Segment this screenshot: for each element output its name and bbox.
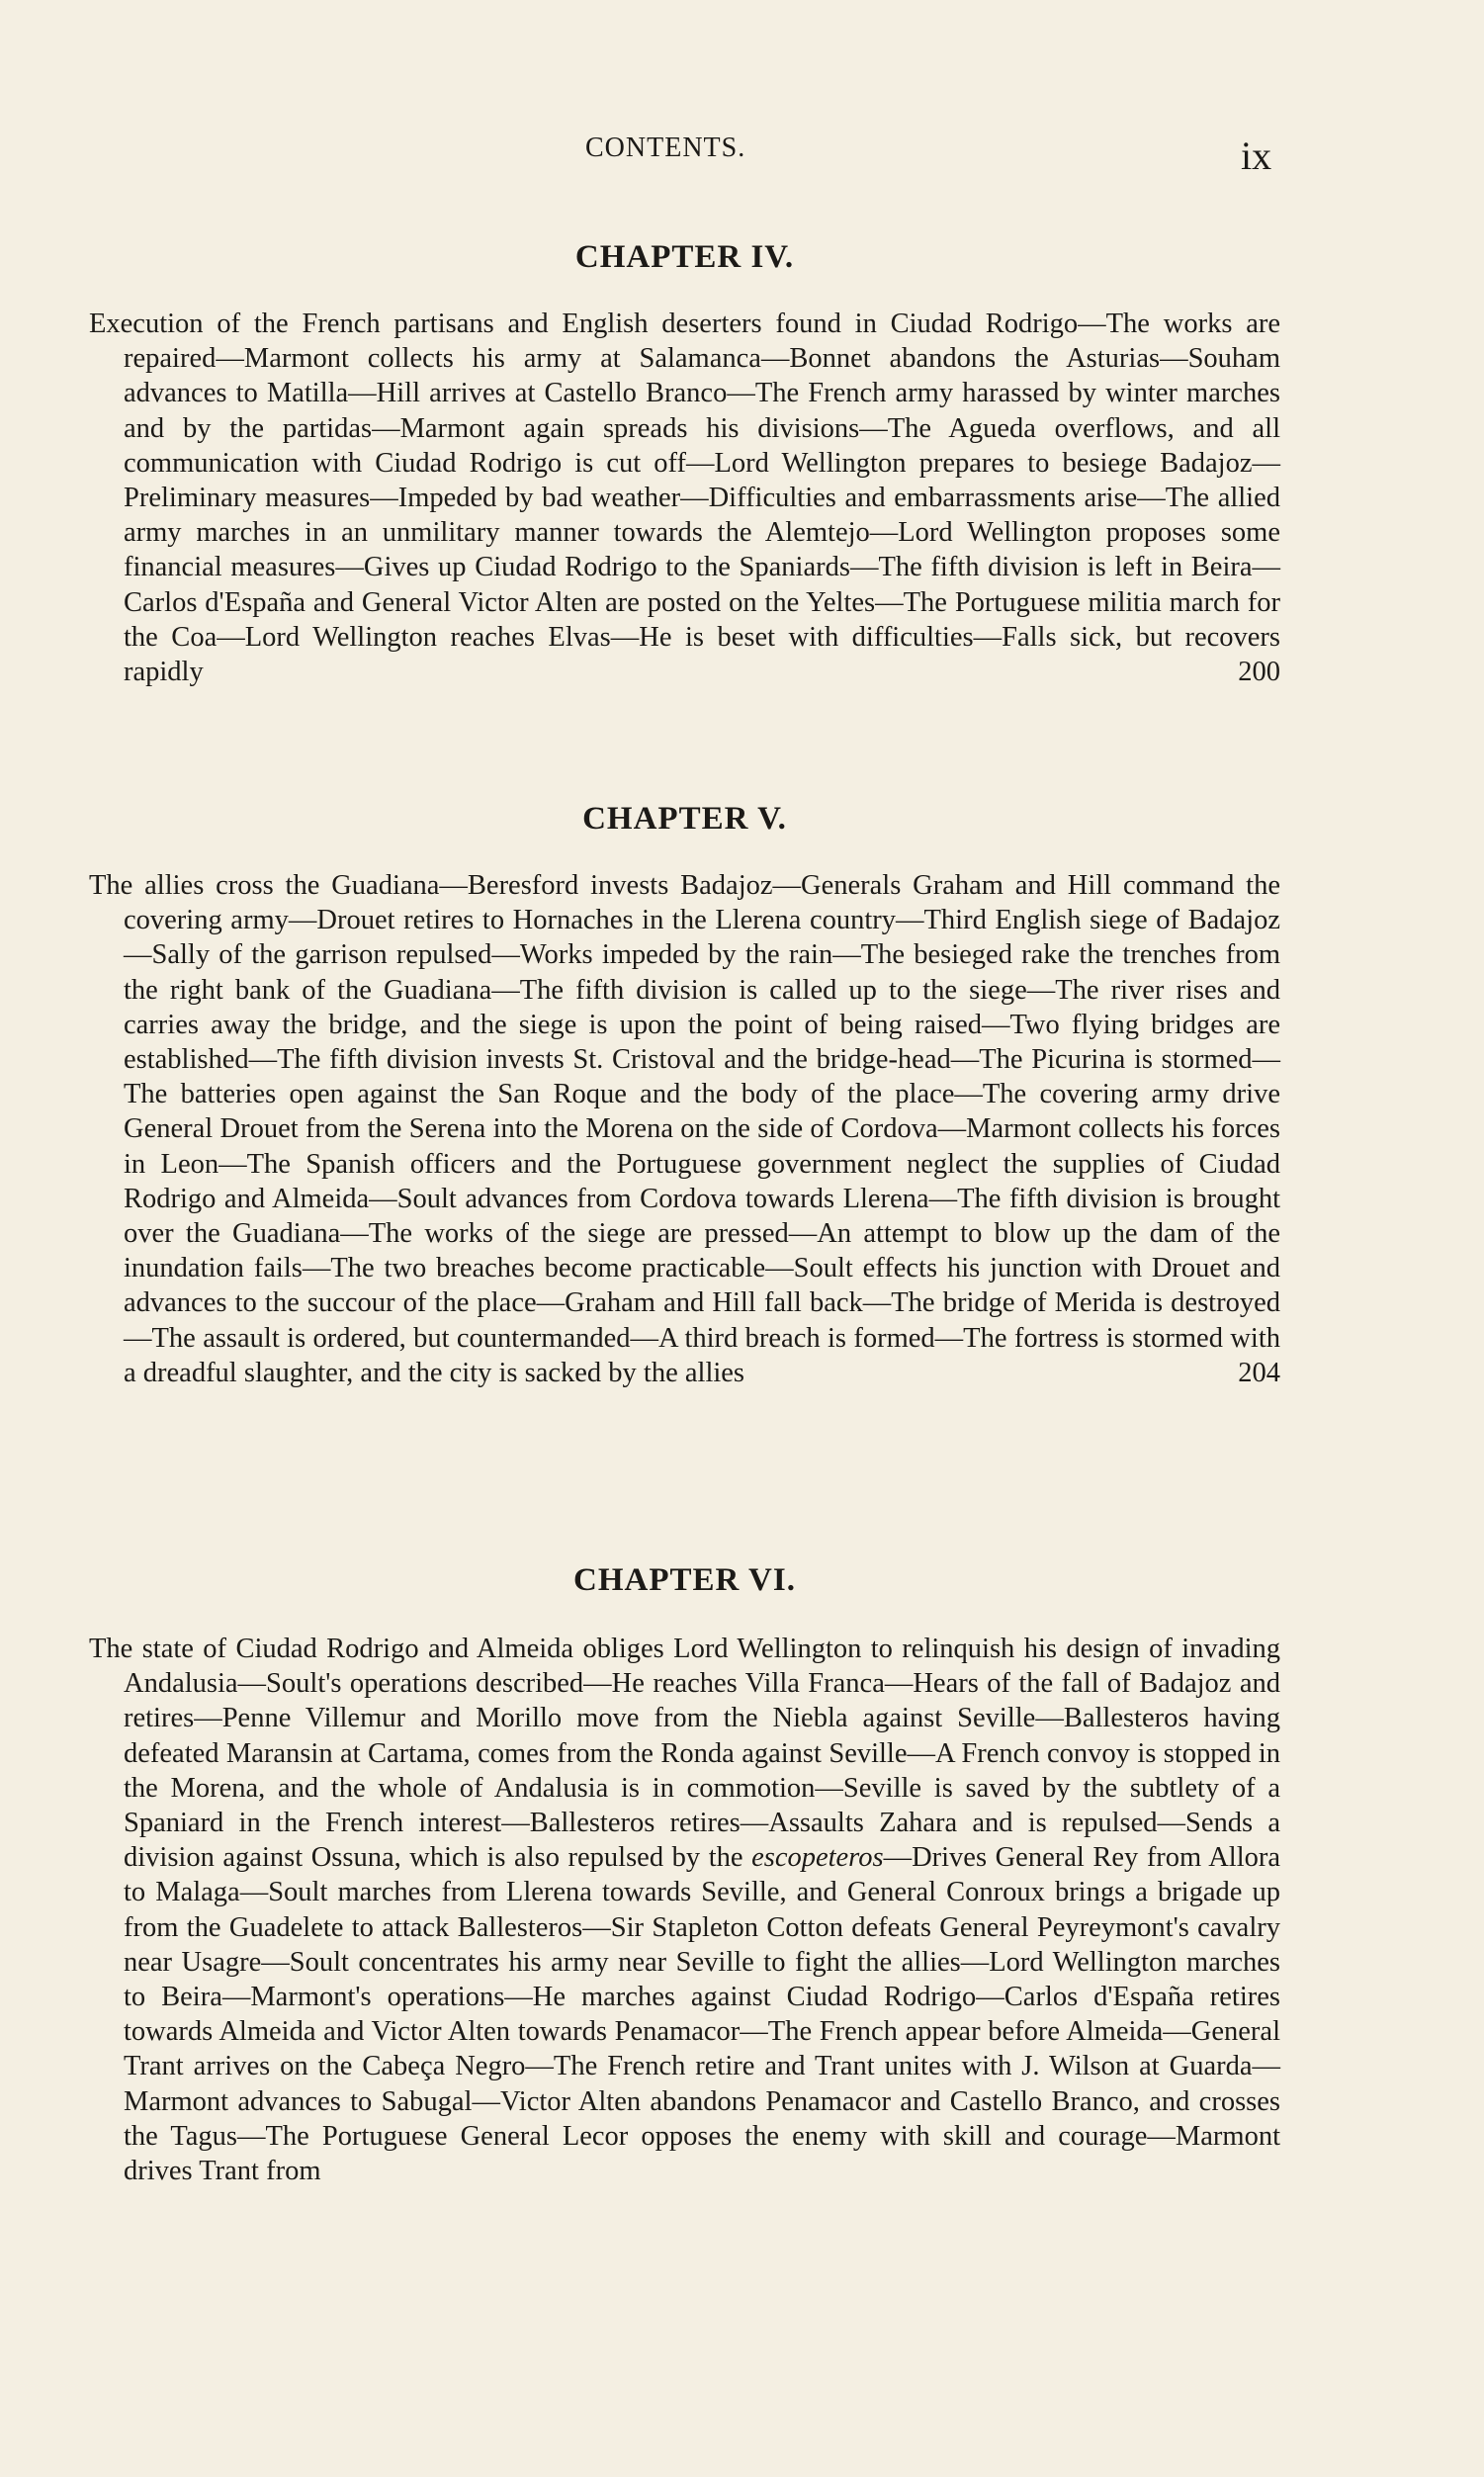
chapter-section	[89, 237, 1280, 689]
chapter-section	[89, 1560, 1280, 2188]
page-reference: 204	[1238, 1357, 1280, 1388]
running-title: CONTENTS.	[585, 133, 746, 163]
running-head	[0, 127, 1484, 176]
summary-text: The state of Ciudad Rodrigo and Almeida obliges Lord Wellington to relinquish his design of invading Andalusia—Soult's operations described—He reaches Villa Franca—Hears of the fall of Badajoz and retires—Penne Villemur and Morillo move from the Niebla against Seville—Ballesteros having defeated Maransin at Cartama, comes from the Ronda against Seville—A French convoy is stopped in the Morena, and the whole of Andalusia is in commotion—Seville is saved by the subtlety of a Spaniard in the French interest—Ballesteros retires—Assaults Zahara and is repulsed—Sends a division against Ossuna, which is also repulsed by the	[89, 1634, 1280, 1874]
chapter-section	[89, 799, 1280, 1390]
chapter-heading: CHAPTER V.	[582, 801, 787, 837]
chapter-heading: CHAPTER VI.	[573, 1562, 796, 1598]
page-number: ix	[1241, 133, 1272, 178]
summary-text: The allies cross the Guadiana—Beresford invests Badajoz—Generals Graham and Hill command the covering army—Drouet retires to Hornaches in the Llerena country—Third English siege of Badajoz—Sally of the garrison repulsed—Works impeded by the rain—The besieged rake the trenches from the right bank of the Guadiana—The fifth division is called up to the siege—The river rises and carries away the bridge, and the siege is upon the point of being raised—Two flying bridges are established—The fifth division invests St. Cristoval and the bridge-head—The Picurina is stormed—The batteries open against the San Roque and the body of the place—The covering army drive General Drouet from the Serena into the Morena on the side of Cordova—Marmont collects his forces in Leon—The Spanish officers and the Portuguese government neglect the supplies of Ciudad Rodrigo and Almeida—Soult advances from Cordova towards Llerena—The fifth division is brought over the Guadiana—The works of the siege are pressed—An attempt to blow up the dam of the inundation fails—The two breaches become practicable—Soult effects his junction with Drouet and advances to the succour of the place—Graham and Hill fall back—The bridge of Merida is destroyed—The assault is ordered, but countermanded—A third breach is formed—The fortress is stormed with a dreadful slaughter, and the city is sacked by the allies	[89, 870, 1280, 1388]
chapter-heading: CHAPTER IV.	[574, 239, 795, 275]
summary-text: Execution of the French partisans and English deserters found in Ciudad Rodrigo—The works are repaired—Marmont collects his army at Salamanca—Bonnet abandons the Asturias—Souham advances to Matilla—Hill arrives at Castello Branco—The French army harassed by winter marches and by the partidas—Marmont again spreads his divisions—The Agueda overflows, and all communication with Ciudad Rodrigo is cut off—Lord Wellington prepares to besiege Badajoz—Preliminary measures—Impeded by bad weather—Difficulties and embarrassments arise—The allied army marches in an unmilitary manner towards the Alemtejo—Lord Wellington proposes some financial measures—Gives up Ciudad Rodrigo to the Spaniards—The fifth division is left in Beira—Carlos d'España and General Victor Alten are posted on the Yeltes—The Portuguese militia march for the Coa—Lord Wellington reaches Elvas—He is beset with difficulties—Falls sick, but recovers rapidly	[89, 309, 1280, 688]
summary-text-continued: —Drives General Rey from Allora to Malaga—Soult marches from Llerena towards Seville, and General Conroux brings a brigade up from the Guadelete to attack Ballesteros—Sir Stapleton Cotton defeats General Peyreymont's cavalry near Usagre—Soult concentrates his army near Seville to fight the allies—Lord Wellington marches to Beira—Marmont's operations—He marches against Ciudad Rodrigo—Carlos d'España retires towards Almeida and Victor Alten towards Penamacor—The French appear before Almeida—General Trant arrives on the Cabeça Negro—The French retire and Trant unites with J. Wilson at Guarda—Marmont advances to Sabugal—Victor Alten abandons Penamacor and Castello Branco, and crosses the Tagus—The Portuguese General Lecor opposes the enemy with skill and courage—Marmont drives Trant from	[124, 1842, 1281, 2187]
page-reference: 200	[1238, 657, 1280, 688]
italic-term: escopeteros	[751, 1842, 884, 1874]
chapter-summary	[89, 307, 1280, 689]
chapter-summary	[89, 1632, 1280, 2188]
chapter-summary	[89, 868, 1280, 1390]
